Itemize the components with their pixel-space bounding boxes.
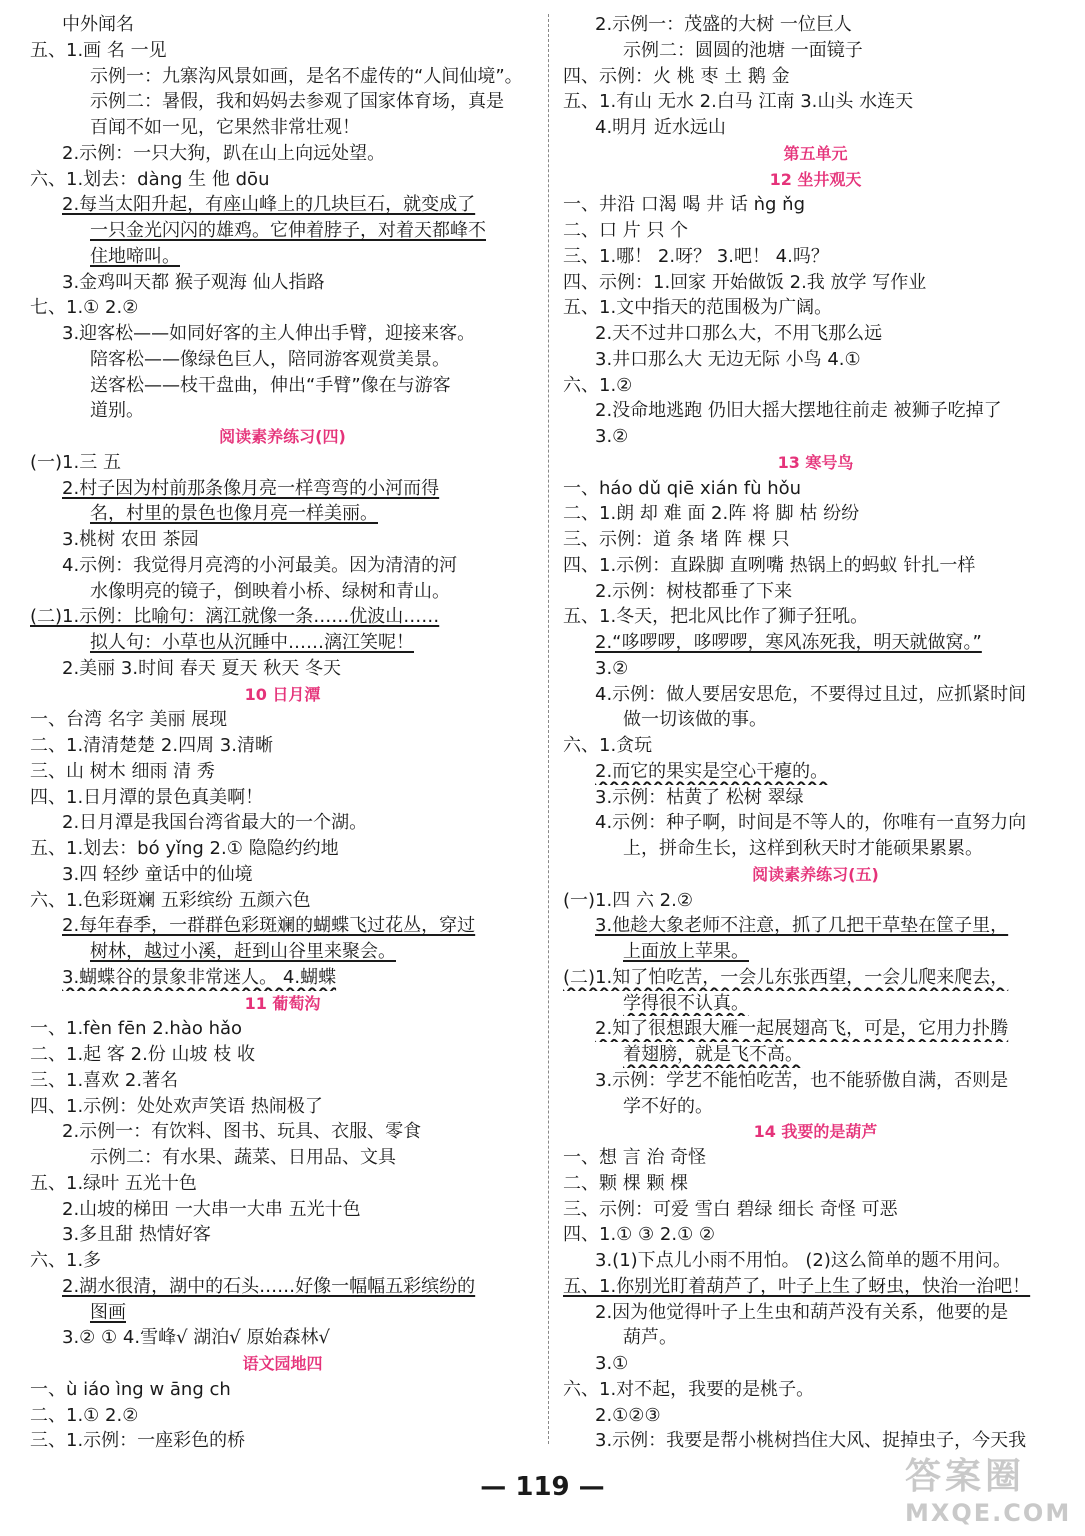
answer-line: 3.① xyxy=(595,1353,629,1374)
answer-line: 着翅膀，就是飞不高。 xyxy=(623,1044,803,1065)
answer-line: 中外闻名 xyxy=(62,14,134,35)
section-heading: 13 寒号鸟 xyxy=(777,452,854,472)
section-heading: 14 我要的是葫芦 xyxy=(753,1122,878,1142)
answer-line: 五、1.文中指天的范围极为广阔。 xyxy=(563,297,833,319)
answer-line: 一只金光闪闪的雄鸡。它伸着脖子，对着天都峰不 xyxy=(90,220,486,241)
answer-line: 2.“哆啰啰，哆啰啰，寒风冻死我，明天就做窝。” xyxy=(595,632,982,653)
answer-line: 上面放上苹果。 xyxy=(623,941,749,962)
section-heading: 阅读素养练习(五) xyxy=(752,864,879,884)
answer-line: 3.迎客松——如同好客的主人伸出手臂，迎接来客。 xyxy=(62,323,476,344)
answer-line: 2.村子因为村前那条像月亮一样弯弯的小河而得 xyxy=(62,477,440,499)
answer-line: 上，拼命生长，这样到秋天时才能硕果累累。 xyxy=(623,838,983,859)
answer-line: 一、ù iáo ìng w āng ch xyxy=(30,1378,231,1400)
answer-line: 3.示例：我要是帮小桃树挡住大风、捉掉虫子，今天我 xyxy=(595,1430,1027,1452)
answer-line: 3.四 轻纱 童话中的仙境 xyxy=(62,863,253,885)
answer-line: 2.没命地逃跑 仍旧大摇大摆地往前走 被狮子吃掉了 xyxy=(595,400,1002,422)
answer-line: 五、1.划去：bó yǐng 2.① 隐隐约约地 xyxy=(30,838,339,859)
answer-line: 学得很不认真。 xyxy=(623,992,749,1014)
answer-line: 做一切该做的事。 xyxy=(623,709,767,731)
answer-line: 水像明亮的镜子，倒映着小桥、绿树和青山。 xyxy=(90,580,450,602)
answer-line: 住地啼叫。 xyxy=(90,245,180,267)
answer-line: 六、1.划去：dàng 生 他 dōu xyxy=(30,168,270,190)
answer-line: 3.② xyxy=(595,426,629,447)
answer-line: 四、示例：1.回家 开始做饭 2.我 放学 写作业 xyxy=(563,271,927,293)
right-column xyxy=(563,12,1068,1454)
answer-line: 3.多且甜 热情好客 xyxy=(62,1224,211,1246)
watermark-url: MXQE.COM xyxy=(905,1499,1072,1527)
answer-line: 二、颗 棵 颗 棵 xyxy=(563,1172,689,1194)
answer-line: 2.湖水很清，湖中的石头……好像一幅幅五彩缤纷的 xyxy=(62,1275,476,1297)
answer-line: 四、示例：火 桃 枣 土 鹅 金 xyxy=(563,65,790,87)
answer-line: 3.示例：枯黄了 松树 翠绿 xyxy=(595,786,804,808)
answer-line: 五、1.画 名 一见 xyxy=(30,39,167,61)
answer-line: 3.② ① 4.雪峰√ 湖泊√ 原始森林√ xyxy=(62,1327,330,1349)
answer-line: 2.而它的果实是空心干瘪的。 xyxy=(595,760,829,782)
answer-line: 2.天不过井口那么大，不用飞那么远 xyxy=(595,323,883,344)
section-heading: 11 葡萄沟 xyxy=(244,993,321,1013)
answer-line: 六、1.② xyxy=(563,374,633,396)
answer-line: 3.他趁大象老师不注意，抓了几把干草垫在筐子里， xyxy=(595,915,1009,937)
section-heading: 语文园地四 xyxy=(242,1354,323,1373)
answer-line: 四、1.示例：处处欢声笑语 热闹极了 xyxy=(30,1095,323,1117)
answer-line: 六、1.贪玩 xyxy=(563,735,653,756)
answer-line: 二、1.清清楚楚 2.四周 3.清晰 xyxy=(30,735,273,756)
answer-line: 2.因为他觉得叶子上生虫和葫芦没有关系，他要的是 xyxy=(595,1301,1009,1323)
section-heading: 12 坐井观天 xyxy=(769,169,862,189)
answer-line: 一、1.fèn fēn 2.hào hǎo xyxy=(30,1018,243,1040)
answer-line: (二)1.示例：比喻句：漓江就像一条……优波山…… xyxy=(30,606,440,628)
answer-line: 三、示例：道 条 堵 阵 棵 只 xyxy=(563,529,790,550)
answer-line: 4.示例：做人要居安思危，不要得过且过，应抓紧时间 xyxy=(595,683,1027,705)
answer-line: 三、山 树木 细雨 清 秀 xyxy=(30,760,215,782)
answer-line: 五、1.你别光盯着葫芦了，叶子上生了蚜虫，快治一治吧！ xyxy=(563,1275,1031,1297)
answer-line: 名，村里的景色也像月亮一样美丽。 xyxy=(90,503,378,525)
answer-line: 拟人句：小草也从沉睡中……漓江笑呢！ xyxy=(90,632,414,653)
answer-line: 陪客松——像绿色巨人，陪同游客观赏美景。 xyxy=(90,348,450,370)
page-number: — 119 — xyxy=(480,1472,605,1502)
answer-line: 道别。 xyxy=(90,400,144,422)
answer-line: 一、想 言 治 奇怪 xyxy=(563,1147,707,1168)
answer-line: 3.桃树 农田 茶园 xyxy=(62,529,199,550)
answer-line: 二、1.① 2.② xyxy=(30,1404,139,1426)
answer-line: 一、háo dǔ qiē xián fù hǒu xyxy=(563,477,802,499)
answer-line: 示例二：有水果、蔬菜、日用品、文具 xyxy=(90,1147,396,1168)
answer-line: 六、1.对不起，我要的是桃子。 xyxy=(563,1378,815,1400)
answer-line: 2.山坡的梯田 一大串一大串 五光十色 xyxy=(62,1198,361,1220)
answer-line: 五、1.绿叶 五光十色 xyxy=(30,1172,197,1194)
answer-line: 示例二：暑假，我和妈妈去参观了国家体育场，真是 xyxy=(90,91,504,113)
answer-line: (一)1.三 五 xyxy=(30,451,121,473)
answer-line: 三、1.示例：一座彩色的桥 xyxy=(30,1430,246,1452)
watermark-logo xyxy=(905,1448,1075,1530)
answer-line: 二、1.朗 却 难 面 2.阵 将 脚 枯 纷纷 xyxy=(563,503,860,525)
answer-line: 送客松——枝干盘曲，伸出“手臂”像在与游客 xyxy=(90,374,451,396)
answer-line: 2.日月潭是我国台湾省最大的一个湖。 xyxy=(62,812,368,834)
answer-line: 四、1.① ③ 2.① ② xyxy=(563,1224,716,1246)
answer-line: 3.井口那么大 无边无际 小鸟 4.① xyxy=(595,348,861,370)
watermark-text: 答案圈 xyxy=(905,1456,1026,1497)
answer-line: 3.蝴蝶谷的景象非常迷人。 4.蝴蝶 xyxy=(62,966,337,988)
answer-line: 三、1.哪！ 2.呀？ 3.吧！ 4.吗？ xyxy=(563,245,829,267)
answer-line: 2.每年春季，一群群色彩斑斓的蝴蝶飞过花丛，穿过 xyxy=(62,915,476,937)
answer-line: 2.每当太阳升起，有座山峰上的几块巨石，就变成了 xyxy=(62,194,476,216)
answer-line: 2.示例一：茂盛的大树 一位巨人 xyxy=(595,14,852,35)
answer-line: (一)1.四 六 2.② xyxy=(563,889,693,911)
answer-line: 二、口 片 只 个 xyxy=(563,220,689,241)
left-column xyxy=(30,12,535,1454)
answer-line: 图画 xyxy=(90,1301,126,1323)
answer-line: (二)1.知了怕吃苦，一会儿东张西望，一会儿爬来爬去， xyxy=(563,966,1009,988)
answer-line: 3.金鸡叫天都 猴子观海 仙人指路 xyxy=(62,271,325,293)
answer-line: 百闻不如一见，它果然非常壮观！ xyxy=(90,117,360,138)
section-heading: 阅读素养练习(四) xyxy=(219,427,346,446)
answer-line: 示例二：圆圆的池塘 一面镜子 xyxy=(623,39,863,61)
answer-line: 2.示例：树枝都垂了下来 xyxy=(595,580,793,602)
answer-line: 五、1.冬天，把北风比作了狮子狂吼。 xyxy=(563,606,869,628)
answer-line: 葫芦。 xyxy=(623,1327,677,1349)
answer-line: 一、井沿 口渴 喝 井 话 ǹg ňg xyxy=(563,194,805,216)
answer-line: 三、示例：可爱 雪白 碧绿 细长 奇怪 可恶 xyxy=(563,1198,898,1220)
section-heading: 第五单元 xyxy=(783,143,848,163)
answer-line: 二、1.起 客 2.份 山坡 枝 收 xyxy=(30,1044,255,1065)
answer-line: 六、1.多 xyxy=(30,1250,102,1271)
answer-line: 七、1.① 2.② xyxy=(30,297,139,319)
answer-line: 学不好的。 xyxy=(623,1095,713,1117)
answer-line: 四、1.日月潭的景色真美啊！ xyxy=(30,786,264,808)
answer-line: 3.② xyxy=(595,657,629,679)
answer-line: 3.(1)下点儿小雨不用怕。 (2)这么简单的题不用问。 xyxy=(595,1250,1011,1271)
answer-line: 3.示例：学艺不能怕吃苦，也不能骄傲自满，否则是 xyxy=(595,1069,1009,1091)
answer-line: 六、1.色彩斑斓 五彩缤纷 五颜六色 xyxy=(30,889,311,911)
answer-line: 树林，越过小溪，赶到山谷里来聚会。 xyxy=(90,941,396,962)
answer-line: 4.示例：种子啊，时间是不等人的，你唯有一直努力向 xyxy=(595,812,1027,834)
answer-line: 2.美丽 3.时间 春天 夏天 秋天 冬天 xyxy=(62,657,341,679)
answer-line: 示例一：九寨沟风景如画，是名不虚传的“人间仙境”。 xyxy=(90,65,523,87)
answer-line: 2.示例：一只大狗，趴在山上向远处望。 xyxy=(62,142,386,164)
answer-line: 四、1.示例：直跺脚 直咧嘴 热锅上的蚂蚁 针扎一样 xyxy=(563,554,976,576)
answer-line: 一、台湾 名字 美丽 展现 xyxy=(30,709,228,731)
answer-line: 2.知了很想跟大雁一起展翅高飞，可是，它用力扑腾 xyxy=(595,1018,1009,1040)
column-divider xyxy=(548,14,549,1444)
answer-line: 4.示例：我觉得月亮湾的小河最美。因为清清的河 xyxy=(62,554,458,576)
answer-line: 2.示例一：有饮料、图书、玩具、衣服、零食 xyxy=(62,1121,422,1143)
section-heading: 10 日月潭 xyxy=(244,684,321,704)
answer-line: 2.①②③ xyxy=(595,1404,661,1426)
answer-line: 三、1.喜欢 2.著名 xyxy=(30,1069,179,1091)
answer-line: 五、1.有山 无水 2.白马 江南 3.山头 水连天 xyxy=(563,91,914,113)
answer-line: 4.明月 近水远山 xyxy=(595,117,726,138)
